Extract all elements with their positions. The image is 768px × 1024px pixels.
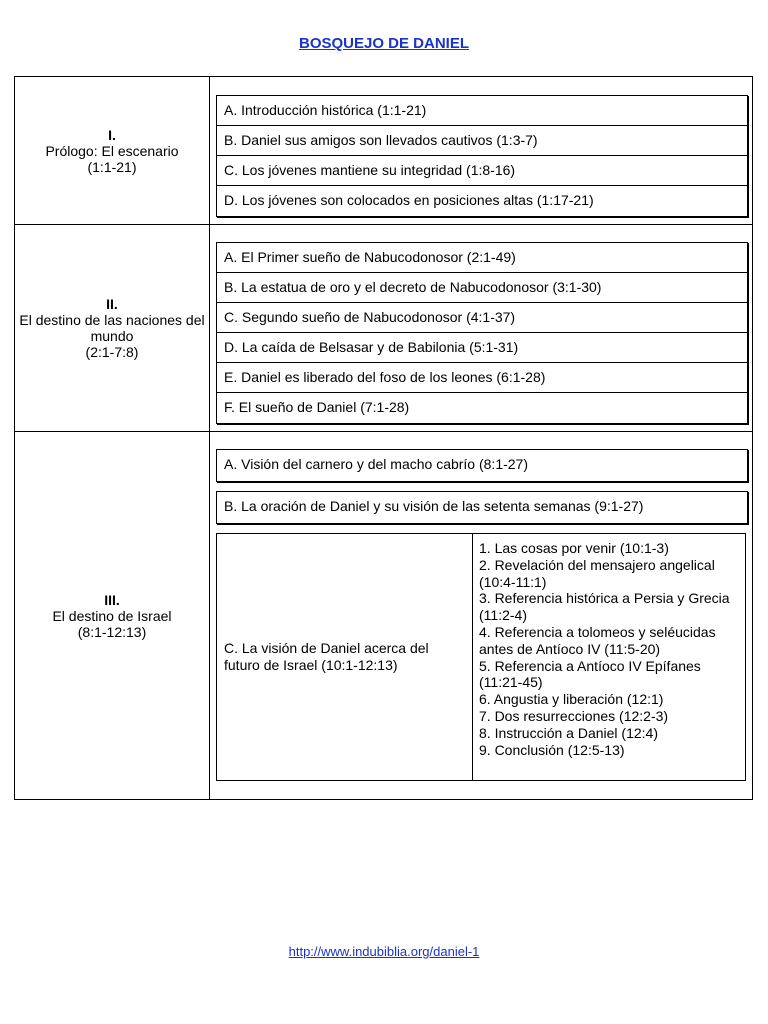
section-name: El destino de las naciones del mundo xyxy=(19,312,205,344)
section-2-items xyxy=(216,242,748,424)
section-3-item-c xyxy=(216,533,746,781)
sub-item: 5. Referencia a Antíoco IV Epífanes (11:21-45) xyxy=(479,657,701,691)
page-title: BOSQUEJO DE DANIEL xyxy=(298,35,470,52)
sub-title-text: C. La visión de Daniel acerca del futuro de Israel (10:1-12:13) xyxy=(224,640,429,673)
section-2-heading xyxy=(15,225,210,431)
sub-item: 3. Referencia histórica a Persia y Grecia (11:2-4) xyxy=(479,590,730,624)
list-item: B. La estatua de oro y el decreto de Nabucodonosor (3:1-30) xyxy=(217,273,747,303)
section-3-item-a xyxy=(216,449,748,482)
section-number: II. xyxy=(106,296,118,312)
section-1-items xyxy=(216,95,748,217)
list-item: B. Daniel sus amigos son llevados cautivos (1:3-7) xyxy=(217,126,747,156)
list-item: F. El sueño de Daniel (7:1-28) xyxy=(224,399,410,415)
sub-item: 4. Referencia a tolomeos y seléucidas antes de Antíoco IV (11:5-20) xyxy=(479,623,716,657)
list-item: A. Introducción histórica (1:1-21) xyxy=(217,96,747,126)
list-item: E. Daniel es liberado del foso de los leones (6:1-28) xyxy=(217,363,747,393)
section-number: I. xyxy=(108,126,116,143)
section-1-heading xyxy=(15,77,210,224)
section-number: III. xyxy=(104,591,120,608)
list-item: C. Los jóvenes mantiene su integridad (1:8-16) xyxy=(217,156,747,186)
outline-table xyxy=(14,76,753,800)
sub-title xyxy=(217,534,473,780)
sub-item: 7. Dos resurrecciones (12:2-3) xyxy=(479,707,669,724)
section-3-heading xyxy=(15,432,210,799)
list-item: D. Los jóvenes son colocados en posiciones altas (1:17-21) xyxy=(224,192,594,208)
sub-item: 2. Revelación del mensajero angelical (10:4-11:1) xyxy=(479,556,715,590)
section-3-item-b xyxy=(216,491,748,524)
sub-item: 8. Instrucción a Daniel (12:4) xyxy=(479,724,658,741)
list-item: A. El Primer sueño de Nabucodonosor (2:1-49) xyxy=(217,243,747,273)
list-item: B. La oración de Daniel y su visión de las setenta semanas (9:1-27) xyxy=(224,498,644,514)
section-1-row xyxy=(15,77,752,225)
sub-item: 9. Conclusión (12:5-13) xyxy=(479,741,625,758)
section-2-row xyxy=(15,225,752,432)
sub-item: 6. Angustia y liberación (12:1) xyxy=(479,691,664,708)
list-item: C. Segundo sueño de Nabucodonosor (4:1-37) xyxy=(217,303,747,333)
sub-items-list xyxy=(473,534,745,758)
section-ref: (2:1-7:8) xyxy=(85,344,139,360)
section-name: Prólogo: El escenario xyxy=(45,142,179,159)
list-item: A. Visión del carnero y del macho cabrío (8:1-27) xyxy=(224,456,529,472)
list-item: D. La caída de Belsasar y de Babilonia (5:1-31) xyxy=(217,333,747,363)
section-ref: (8:1-12:13) xyxy=(77,623,147,640)
section-ref: (1:1-21) xyxy=(87,158,137,175)
sub-item: 1. Las cosas por venir (10:1-3) xyxy=(479,540,669,556)
footer-link[interactable]: http://www.indubiblia.org/daniel-1 xyxy=(288,944,480,959)
section-name: El destino de Israel xyxy=(52,607,172,624)
